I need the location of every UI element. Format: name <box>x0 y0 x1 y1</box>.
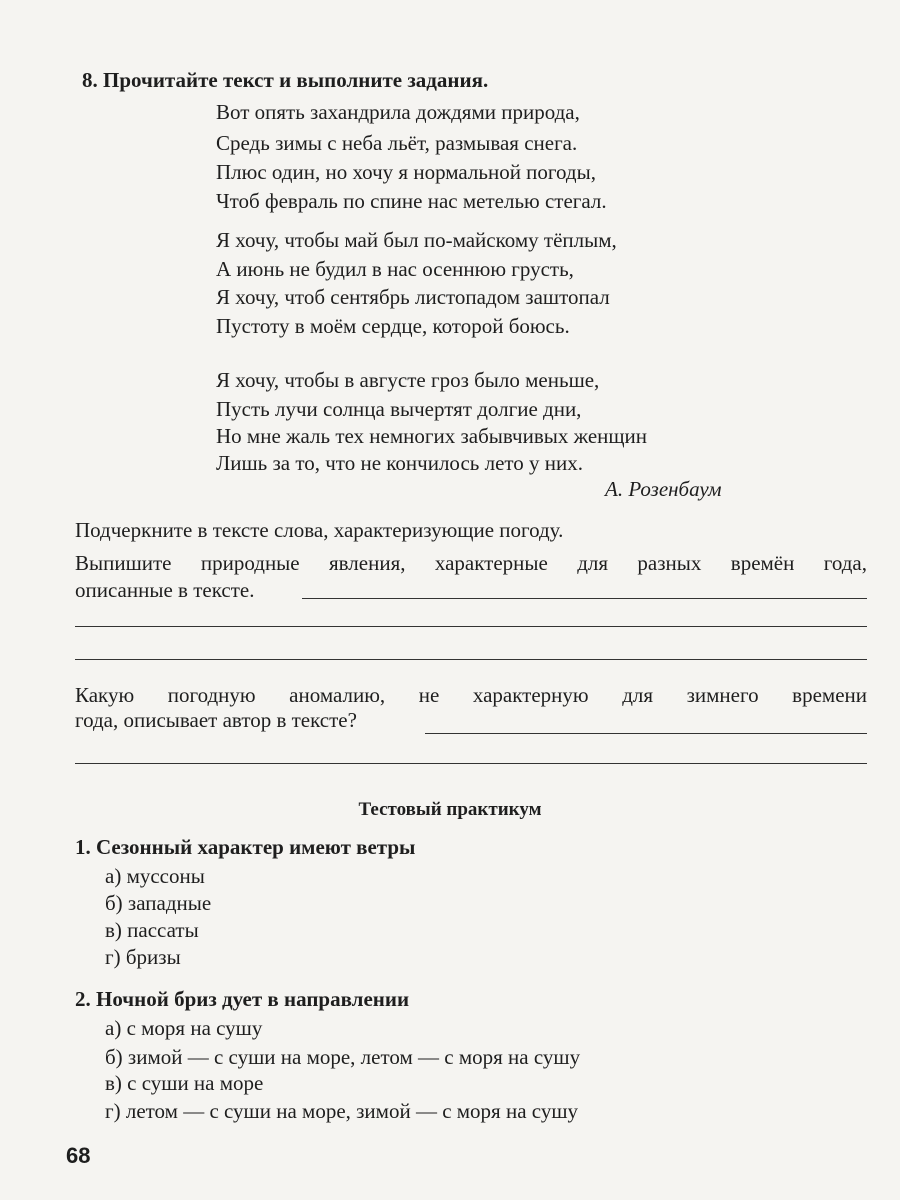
poem-line: Вот опять захандрила дождями природа, <box>216 100 580 124</box>
test-question-1: 1. Сезонный характер имеют ветры <box>75 835 416 859</box>
answer-option[interactable]: б) западные <box>105 891 212 915</box>
test-question-2: 2. Ночной бриз дует в направлении <box>75 987 410 1011</box>
poem-line: Я хочу, чтоб сентябрь листопадом заштопал <box>216 285 610 309</box>
question-anomaly-cont: года, описывает автор в тексте? <box>75 708 357 732</box>
answer-option[interactable]: г) бризы <box>105 945 181 969</box>
poem-line: Но мне жаль тех немногих забывчивых женщин <box>216 424 648 448</box>
answer-option[interactable]: в) пассаты <box>105 918 199 942</box>
instruction-write-out: Выпишите природные явления, характерные для разных времён года, <box>75 551 867 575</box>
answer-option[interactable]: в) с суши на море <box>105 1071 264 1095</box>
answer-line[interactable] <box>75 659 867 660</box>
poem-line: Средь зимы с неба льёт, размывая снега. <box>216 131 578 155</box>
question-anomaly: Какую погодную аномалию, не характерную для зимнего времени <box>75 683 867 707</box>
instruction-underline: Подчеркните в тексте слова, характеризующие погоду. <box>75 518 564 542</box>
poem-line: Я хочу, чтобы май был по-майскому тёплым, <box>216 228 617 252</box>
answer-line[interactable] <box>75 626 867 627</box>
answer-option[interactable]: б) зимой — с суши на море, летом — с моря на сушу <box>105 1045 581 1069</box>
instruction-write-out-cont: описанные в тексте. <box>75 578 255 602</box>
poem-line: Лишь за то, что не кончилось лето у них. <box>216 451 584 475</box>
task-heading: 8. Прочитайте текст и выполните задания. <box>82 68 489 92</box>
answer-option[interactable]: а) муссоны <box>105 864 205 888</box>
page-number: 68 <box>66 1143 91 1168</box>
poem-line: А июнь не будил в нас осеннюю грусть, <box>216 257 574 281</box>
answer-option[interactable]: г) летом — с суши на море, зимой — с моря на сушу <box>105 1099 578 1123</box>
answer-option[interactable]: а) с моря на сушу <box>105 1016 263 1040</box>
answer-line[interactable] <box>75 763 867 764</box>
poem-author: А. Розенбаум <box>605 477 722 501</box>
poem-line: Чтоб февраль по спине нас метелью стегал. <box>216 189 607 213</box>
poem-line: Пустоту в моём сердце, которой боюсь. <box>216 314 570 338</box>
poem-line: Плюс один, но хочу я нормальной погоды, <box>216 160 596 184</box>
answer-line[interactable] <box>302 598 867 599</box>
poem-line: Я хочу, чтобы в августе гроз было меньше, <box>216 368 600 392</box>
section-title: Тестовый практикум <box>358 799 542 820</box>
poem-line: Пусть лучи солнца вычертят долгие дни, <box>216 397 582 421</box>
answer-line[interactable] <box>425 733 867 734</box>
